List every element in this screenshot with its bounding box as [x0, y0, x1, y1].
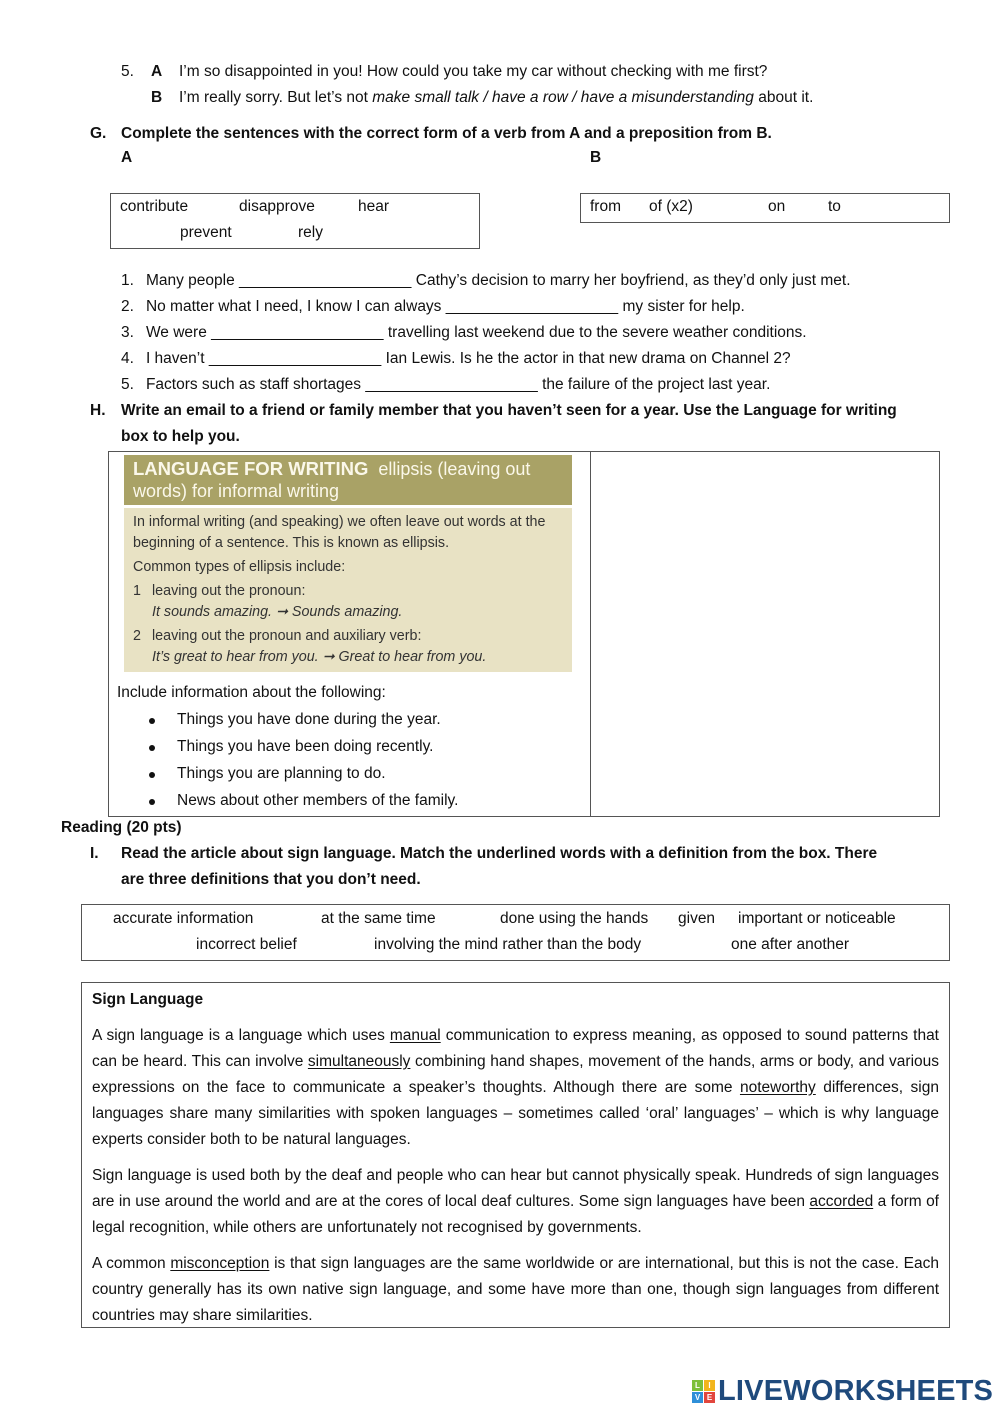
sentence-number: 5. [121, 376, 134, 393]
lfw-item-number: 1 [133, 583, 141, 599]
include-item: Things you have been doing recently. [177, 738, 434, 755]
language-for-writing-body [124, 508, 572, 672]
preposition-box-b [580, 193, 950, 223]
definition: given [678, 910, 716, 927]
logo-square-e: E [704, 1392, 715, 1403]
section-i-instruction-cont: are three definitions that you don’t need. [121, 871, 421, 888]
language-for-writing-header [124, 455, 572, 505]
logo-text: LIVEWORKSHEETS [718, 1375, 994, 1407]
bullet-icon [149, 745, 155, 751]
section-h-letter: H. [90, 402, 106, 419]
g-sentence-2 [121, 298, 745, 316]
text: communication to express meaning, as opposed to sound patterns that can be heard. This can involve [92, 1027, 939, 1070]
answer-blank-5[interactable]: ____________________ [365, 376, 538, 393]
lfw-item-1 [133, 581, 564, 623]
liveworksheets-logo[interactable] [692, 1376, 993, 1406]
verb-word: disapprove [239, 198, 315, 215]
sentence-start: Many people [145, 272, 235, 289]
lfw-title: LANGUAGE FOR WRITING [133, 458, 369, 479]
sentence-start: Factors such as staff shortages [145, 376, 362, 393]
underlined-word-noteworthy[interactable]: noteworthy [739, 1079, 816, 1096]
logo-square-v: V [692, 1392, 703, 1403]
underlined-word-accorded[interactable]: accorded [809, 1193, 874, 1210]
definition: one after another [731, 936, 850, 953]
bullet-icon [149, 772, 155, 778]
lfw-item-example: It sounds amazing. ➞ Sounds amazing. [152, 604, 403, 620]
answer-blank-2[interactable]: ____________________ [445, 298, 619, 315]
section-h-instruction-cont: box to help you. [121, 428, 240, 445]
verb-word: prevent [180, 224, 232, 241]
q5-speaker-b: B [151, 89, 163, 106]
q5-line-b-text: I’m really sorry. But let’s not [179, 89, 373, 106]
underlined-word-manual[interactable]: manual [389, 1027, 441, 1044]
lfw-item-2 [133, 626, 564, 668]
text: is that sign languages are the same worldwide or are international, but this is not the case. Each country generally has its own native sign language, and some have more than one, though sign languages from different countries may share similarities. [92, 1255, 939, 1324]
q5-number: 5. [121, 63, 134, 80]
lfw-types-label: Common types of ellipsis include: [133, 559, 346, 575]
g-sentence-4 [121, 350, 791, 368]
section-i-letter: I. [90, 845, 99, 862]
reading-heading: Reading (20 pts) [61, 819, 182, 836]
logo-square-l: L [692, 1380, 703, 1391]
q5-options[interactable]: make small talk / have a row / have a misunderstanding [372, 89, 754, 106]
text: combining hand shapes, movement of the hands, arms or body, and various expressions on the face to communicate a speaker’s thoughts. Although there are some [92, 1053, 939, 1096]
logo-square-i: I [704, 1380, 715, 1391]
column-a-label: A [121, 149, 133, 166]
q5-line-b [179, 89, 813, 107]
answer-blank-1[interactable]: ____________________ [239, 272, 412, 289]
section-h-instruction: Write an email to a friend or family member that you haven’t seen for a year. Use the Language for writing [121, 402, 897, 419]
lfw-intro: In informal writing (and speaking) we often leave out words at the beginning of a sentence. This is known as ellipsis. [133, 514, 546, 551]
preposition-word: on [768, 198, 786, 215]
lfw-item-number: 2 [133, 628, 141, 644]
text: A common [92, 1255, 171, 1272]
preposition-word: from [590, 198, 621, 215]
lfw-item-example: It’s great to hear from you. ➞ Great to hear from you. [152, 649, 487, 665]
article-paragraph-2 [92, 1163, 939, 1241]
section-g-letter: G. [90, 125, 107, 142]
sentence-start: I haven’t [145, 350, 205, 367]
section-i-instruction: Read the article about sign language. Match the underlined words with a definition from the box. There [121, 845, 878, 862]
underlined-word-simultaneously[interactable]: simultaneously [307, 1053, 411, 1070]
text: A sign language is a language which uses [92, 1027, 390, 1044]
sentence-end: my sister for help. [622, 298, 745, 315]
include-label: Include information about the following: [117, 684, 386, 701]
q5-line-b-end: about it. [753, 89, 814, 106]
definition: done using the hands [500, 910, 649, 927]
sentence-start: No matter what I need, I know I can always [145, 298, 442, 315]
sentence-number: 4. [121, 350, 134, 367]
lfw-item-text: leaving out the pronoun: [152, 583, 306, 599]
underlined-word-misconception[interactable]: misconception [170, 1255, 270, 1272]
lfw-subtitle: ellipsis (leaving out words) for informal writing [133, 459, 531, 501]
column-b-label: B [590, 149, 602, 166]
article-paragraph-1 [92, 1023, 939, 1153]
verb-box-a [110, 193, 480, 249]
article-box [81, 982, 950, 1328]
definition: at the same time [321, 910, 436, 927]
sentence-number: 1. [121, 272, 134, 289]
q5-speaker-a: A [151, 63, 163, 80]
g-sentence-3 [121, 324, 807, 342]
include-item: Things you have done during the year. [177, 711, 441, 728]
table-divider [590, 451, 591, 817]
sentence-number: 3. [121, 324, 134, 341]
definition: involving the mind rather than the body [374, 936, 642, 953]
answer-blank-3[interactable]: ____________________ [211, 324, 384, 341]
sentence-start: We were [145, 324, 207, 341]
text: differences, sign languages share many similarities with spoken languages – sometimes called ‘oral’ languages’ – which is why language experts consider both to be natural languages. [92, 1079, 939, 1148]
logo-icon [692, 1380, 715, 1403]
definitions-box [81, 904, 950, 961]
text: Sign language is used both by the deaf and people who can hear but cannot physically speak. Hundreds of sign languages are in use around the world and are at the cores of local deaf cultures. Some sign languages have been [92, 1167, 939, 1210]
text: a form of legal recognition, while others are unfortunately not recognised by governments. [92, 1193, 939, 1236]
bullet-icon [149, 799, 155, 805]
section-g-instruction: Complete the sentences with the correct form of a verb from A and a preposition from B. [121, 125, 772, 142]
include-item: Things you are planning to do. [177, 765, 386, 782]
lfw-item-text: leaving out the pronoun and auxiliary verb: [152, 628, 422, 644]
definition: important or noticeable [738, 910, 896, 927]
email-answer-area[interactable] [592, 452, 938, 815]
g-sentence-5 [121, 376, 770, 394]
bullet-icon [149, 718, 155, 724]
sentence-end: Ian Lewis. Is he the actor in that new drama on Channel 2? [385, 350, 791, 367]
definition: incorrect belief [196, 936, 297, 953]
sentence-number: 2. [121, 298, 134, 315]
verb-word: contribute [120, 198, 189, 215]
verb-word: hear [358, 198, 390, 215]
answer-blank-4[interactable]: ____________________ [208, 350, 382, 367]
sentence-end: Cathy’s decision to marry her boyfriend, as they’d only just met. [415, 272, 851, 289]
article-paragraph-3 [92, 1251, 939, 1329]
definition: accurate information [113, 910, 254, 927]
sentence-end: the failure of the project last year. [542, 376, 771, 393]
sentence-end: travelling last weekend due to the severe weather conditions. [387, 324, 807, 341]
preposition-word: to [828, 198, 841, 215]
q5-line-a: I’m so disappointed in you! How could you take my car without checking with me first? [179, 63, 768, 80]
verb-word: rely [298, 224, 323, 241]
include-item: News about other members of the family. [177, 792, 459, 809]
g-sentence-1 [121, 272, 851, 290]
preposition-word: of (x2) [649, 198, 693, 215]
article-title: Sign Language [92, 991, 204, 1008]
